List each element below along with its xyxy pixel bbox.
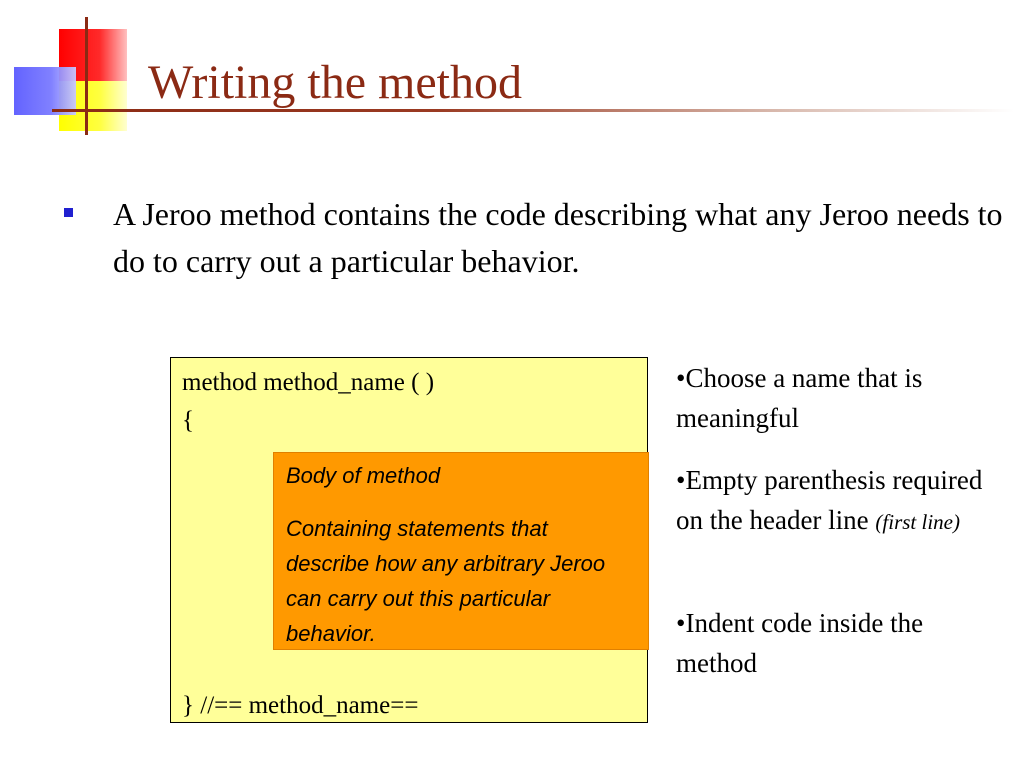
blue-square-decoration bbox=[14, 67, 76, 115]
bullet-square-icon bbox=[64, 208, 73, 217]
slide-title: Writing the method bbox=[148, 56, 522, 109]
method-body-box bbox=[273, 452, 649, 650]
note-empty-parenthesis-text: •Empty parenthesis required on the header line bbox=[676, 465, 983, 535]
vertical-rule-decoration bbox=[85, 17, 88, 135]
main-bullet-text: A Jeroo method contains the code describing what any Jeroo needs to do to carry out a particular behavior. bbox=[113, 196, 1003, 279]
note-empty-parenthesis bbox=[676, 460, 1006, 542]
note-choose-name: •Choose a name that is meaningful bbox=[676, 363, 923, 433]
note-indent-code: •Indent code inside the method bbox=[676, 608, 924, 678]
code-header-line: method method_name ( ) bbox=[182, 369, 435, 396]
note-first-line-hint: (first line) bbox=[875, 510, 960, 534]
code-close-line: } //== method_name== bbox=[182, 692, 419, 719]
body-box-title: Body of method bbox=[286, 463, 441, 488]
body-box-description: Containing statements that describe how any arbitrary Jeroo can carry out this particular behavior. bbox=[286, 516, 606, 646]
code-open-brace: { bbox=[182, 407, 194, 434]
